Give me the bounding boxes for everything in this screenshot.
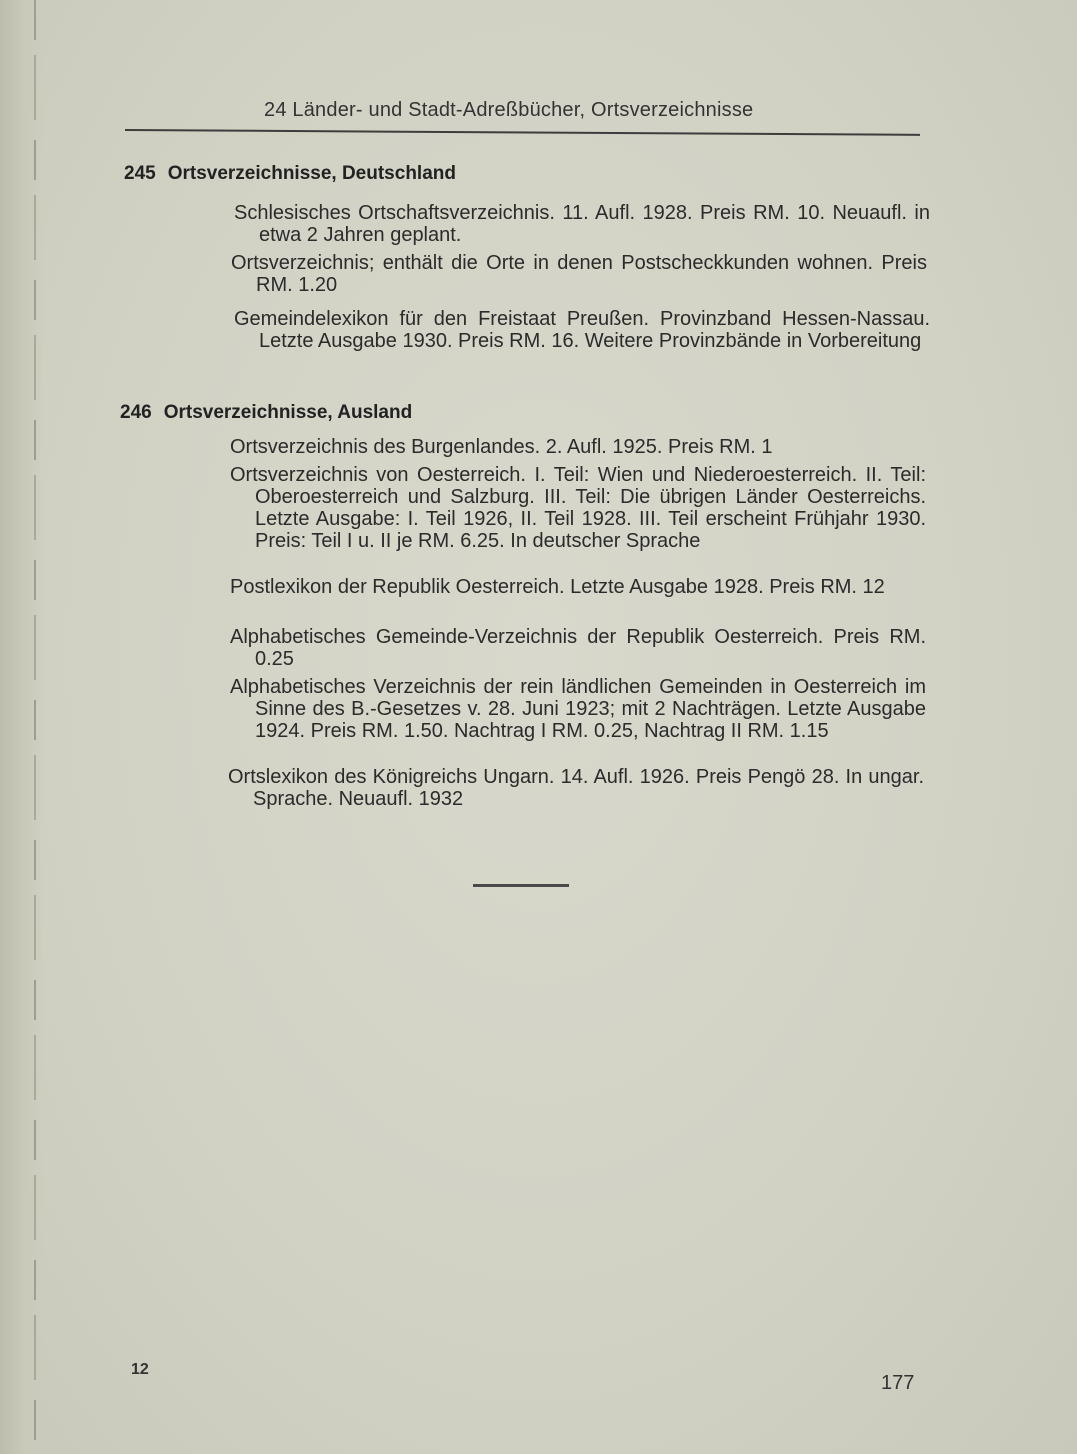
running-head: 24 Länder- und Stadt-Adreßbücher, Ortsverzeichnisse <box>264 99 754 121</box>
entry-text: Postlexikon der Republik Oesterreich. Letzte Ausgabe 1928. Preis RM. 12 <box>230 576 885 598</box>
entry-text: Alphabetisches Verzeichnis der rein ländlichen Gemeinden in Oesterreich im Sinne des B.-Gesetzes v. 28. Juni 1923; mit 2 Nachträgen. Letzte Ausgabe 1924. Preis RM. 1.50. Nachtrag I RM. 0.25, Nachtrag II RM. 1.15 <box>230 676 926 742</box>
entry-text: Gemeindelexikon für den Freistaat Preußen. Provinzband Hessen-Nassau. Letzte Ausgabe 1930. Preis RM. 16. Weitere Provinzbände in Vorbereitung <box>234 308 930 352</box>
header-rule <box>125 129 920 136</box>
entry-text: Ortsverzeichnis; enthält die Orte in denen Postscheckkunden wohnen. Preis RM. 1.20 <box>231 252 927 296</box>
entry-246-1 <box>230 436 926 458</box>
signature-mark: 12 <box>131 1361 149 1378</box>
section-title: Ortsverzeichnisse, Deutschland <box>167 163 456 184</box>
binding-edge <box>0 0 44 1454</box>
entry-246-6 <box>228 766 924 810</box>
section-number: 246 <box>120 402 152 423</box>
entry-246-2 <box>230 464 926 552</box>
entry-text: Ortslexikon des Königreichs Ungarn. 14. Aufl. 1926. Preis Pengö 28. In ungar. Sprache. Neuaufl. 1932 <box>228 766 924 810</box>
section-end-rule <box>473 884 569 887</box>
section-number: 245 <box>124 163 156 184</box>
entry-text: Ortsverzeichnis des Burgenlandes. 2. Aufl. 1925. Preis RM. 1 <box>230 436 773 458</box>
section-heading-246 <box>120 402 412 424</box>
entry-text: Ortsverzeichnis von Oesterreich. I. Teil: Wien und Niederoesterreich. II. Teil: Oberoesterreich und Salzburg. III. Teil: Die übrigen Länder Oesterreichs. Letzte Ausgabe: I. Teil 1926, II. Teil 1928. III. Teil erscheint Frühjahr 1930. Preis: Teil I u. II je RM. 6.25. In deutscher Sprache <box>230 464 926 552</box>
entry-246-4 <box>230 626 926 670</box>
page-number: 177 <box>881 1372 915 1394</box>
entry-246-5 <box>230 676 926 742</box>
entry-245-2 <box>231 252 927 296</box>
entry-245-1 <box>234 202 930 246</box>
entry-246-3 <box>230 576 926 598</box>
binding-line <box>34 0 36 1454</box>
entry-text: Alphabetisches Gemeinde-Verzeichnis der Republik Oesterreich. Preis RM. 0.25 <box>230 626 926 670</box>
section-heading-245 <box>124 163 456 185</box>
entry-text: Schlesisches Ortschaftsverzeichnis. 11. Aufl. 1928. Preis RM. 10. Neuaufl. in etwa 2 Jahren geplant. <box>234 202 930 246</box>
entry-245-3 <box>234 308 930 352</box>
section-title: Ortsverzeichnisse, Ausland <box>163 402 413 423</box>
